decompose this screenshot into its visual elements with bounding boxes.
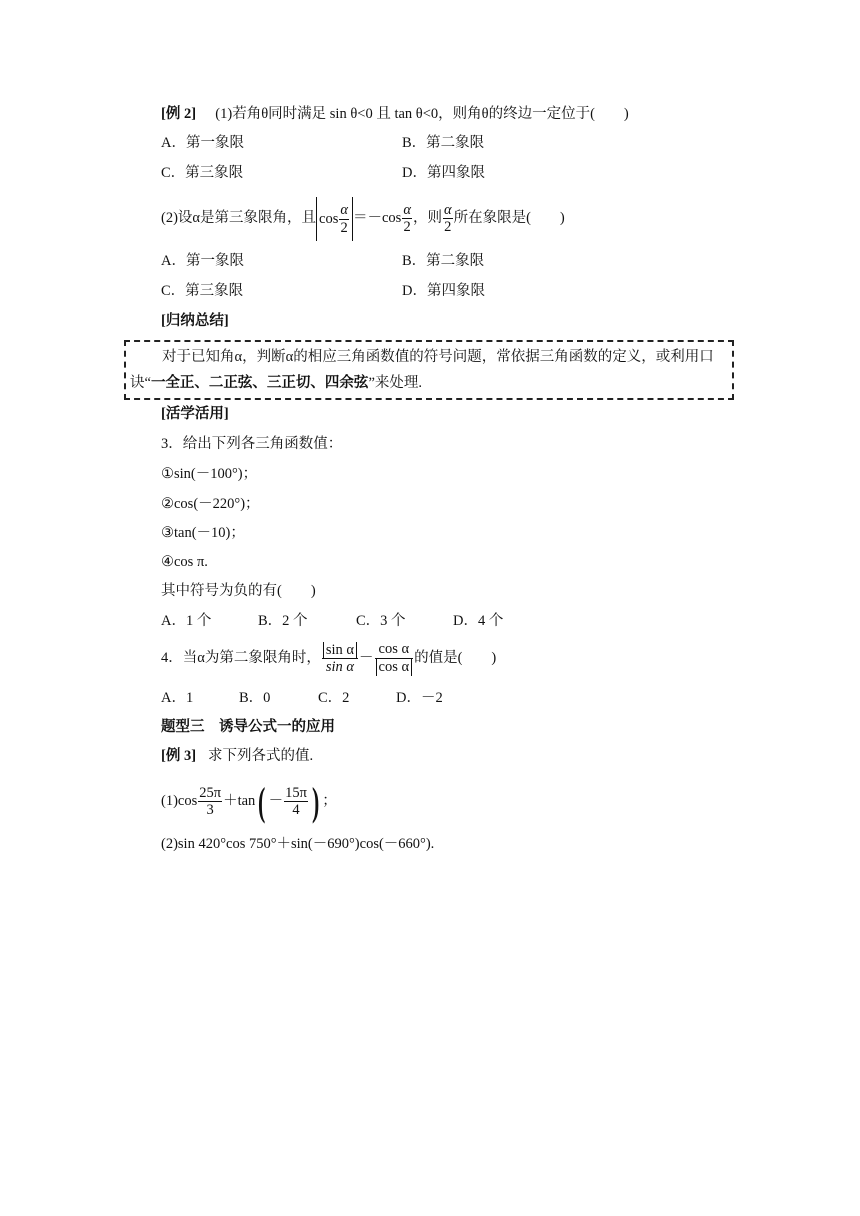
q3-ask: 其中符号为负的有( ) <box>161 583 316 599</box>
summary-box <box>124 340 734 400</box>
summary-heading: [归纳总结] <box>161 313 229 329</box>
option-a: A．1 个 <box>161 613 212 629</box>
option-b: B．第二象限 <box>402 253 485 269</box>
example2-q2 <box>161 196 565 241</box>
q1-text: (1)若角θ同时满足 sin θ<0 且 tan θ<0，则角θ的终边一定位于( ) <box>215 106 629 122</box>
example-tag: [例 2] <box>161 106 197 122</box>
mnemonic: 一全正、二正弦、三正切、四余弦 <box>150 375 369 391</box>
summary-line2: 诀“一全正、二正弦、三正切、四余弦”来处理. <box>130 375 422 391</box>
option-b: B．2 个 <box>258 613 308 629</box>
e1-frac1: $\frac{25\pi}{3}$ <box>199 784 222 819</box>
option-c: C．第三象限 <box>161 283 244 299</box>
e1-frac2: $\frac{15\pi}{4}$ <box>285 784 307 819</box>
option-a: A．1 <box>161 690 194 706</box>
q4-frac1: $\frac{\text{sin α}}{\text{sin α}}$ <box>322 641 358 676</box>
q2-mid: ＝－cos <box>352 210 402 226</box>
q3-item-2: ②cos(－220°)； <box>161 496 260 512</box>
option-b: B．第二象限 <box>402 135 485 151</box>
option-c: C．2 <box>318 690 350 706</box>
q2-frac1: $\frac{\alpha}{2}$ <box>403 201 411 236</box>
option-d: D．4 个 <box>453 613 504 629</box>
q3-item-3: ③tan(－10)； <box>161 525 245 541</box>
option-c: C．3 个 <box>356 613 406 629</box>
practice-heading: [活学活用] <box>161 406 229 422</box>
example3: [例 3] 求下列各式的值. <box>161 748 314 764</box>
q3-item-4: ④cos π. <box>161 554 208 570</box>
example3-e2: (2)sin 420°cos 750°＋sin(－690°)cos(－660°). <box>161 836 435 852</box>
abs-cos-half: cos $\frac{\alpha}{2}$ <box>316 197 353 241</box>
summary-line1: 对于已知角α，判断α的相应三角函数值的符号问题，常依据三角函数的定义，或利用口 <box>162 349 714 365</box>
q3-text: 3．给出下列各三角函数值： <box>161 436 343 452</box>
option-c: C．第三象限 <box>161 165 244 181</box>
q2-then: ，则 <box>412 210 442 226</box>
type3-heading: 题型三 诱导公式一的应用 <box>161 719 335 735</box>
option-a: A．第一象限 <box>161 253 244 269</box>
q2-pre: (2)设α是第三象限角，且 <box>161 210 317 226</box>
option-d: D．第四象限 <box>402 165 485 181</box>
q4-frac2: $\frac{\text{cos α}}{\text{cos α}}$ <box>375 641 414 676</box>
q3-item-1: ①sin(－100°)； <box>161 466 258 482</box>
q4-text: 4．当α为第二象限角时， $\frac{\text{sin α}}{\text{sin α}}$ － $\frac{\text{cos α}}{\text{cos α}}$ 的值是( ) <box>161 641 497 676</box>
option-a: A．第一象限 <box>161 135 244 151</box>
option-b: B．0 <box>239 690 271 706</box>
example-tag: [例 3] <box>161 748 197 764</box>
example2-q1 <box>161 104 629 124</box>
option-d: D．－2 <box>396 690 443 706</box>
option-d: D．第四象限 <box>402 283 485 299</box>
example3-e1: (1)cos $\frac{25\pi}{3}$ ＋tan( － $\frac{15\pi}{4}$ ) ； <box>161 778 337 824</box>
q2-post: 所在象限是( ) <box>453 210 565 226</box>
q2-frac2: $\frac{\alpha}{2}$ <box>443 201 452 236</box>
